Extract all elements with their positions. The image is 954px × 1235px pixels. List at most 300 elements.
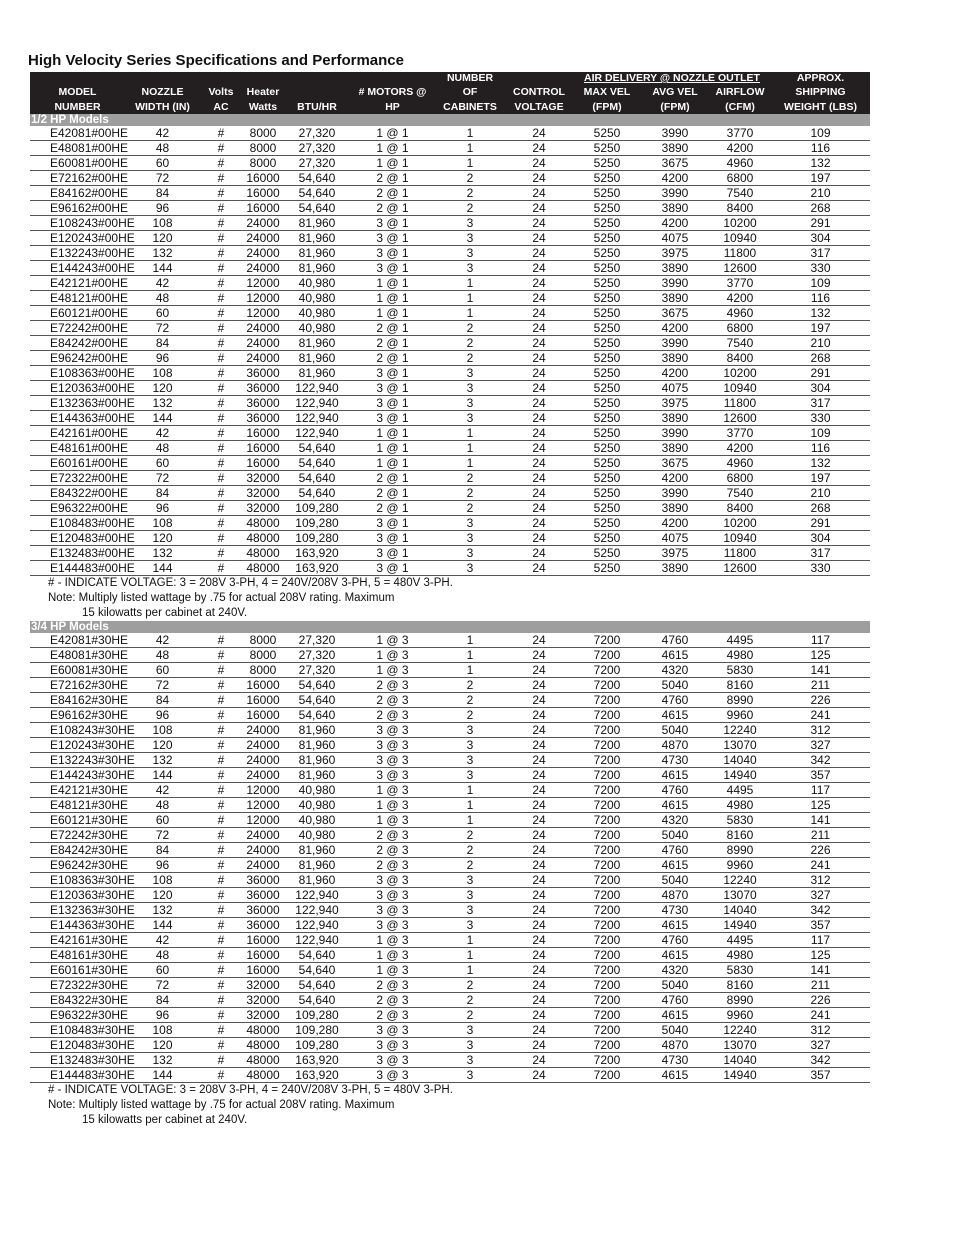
table-cell: 4495: [709, 783, 771, 798]
table-cell: 1: [435, 276, 505, 291]
table-cell: 54,640: [284, 993, 350, 1008]
table-cell: E120243#30HE: [30, 738, 125, 753]
table-cell: 1 @ 1: [350, 276, 435, 291]
table-cell: 108: [125, 516, 200, 531]
table-cell: 10200: [709, 216, 771, 231]
footnote-row: [30, 591, 870, 606]
table-cell: 304: [771, 531, 870, 546]
table-cell: 24000: [242, 768, 284, 783]
table-cell: 14940: [709, 918, 771, 933]
table-cell: 4960: [709, 306, 771, 321]
table-cell: 210: [771, 186, 870, 201]
table-cell: E42081#00HE: [30, 126, 125, 141]
table-row: [30, 1023, 870, 1038]
table-cell: 72: [125, 828, 200, 843]
table-cell: E60081#30HE: [30, 663, 125, 678]
table-cell: 32000: [242, 1008, 284, 1023]
table-cell: 2: [435, 1008, 505, 1023]
table-row: [30, 201, 870, 216]
table-cell: 8000: [242, 156, 284, 171]
table-cell: 4200: [641, 366, 709, 381]
table-cell: 3 @ 3: [350, 903, 435, 918]
table-cell: 16000: [242, 201, 284, 216]
table-cell: 1: [435, 933, 505, 948]
table-cell: 12600: [709, 561, 771, 576]
table-cell: 108: [125, 1023, 200, 1038]
table-cell: 8000: [242, 648, 284, 663]
table-cell: 144: [125, 261, 200, 276]
table-cell: 1: [435, 813, 505, 828]
table-cell: 2: [435, 201, 505, 216]
table-cell: 109,280: [284, 516, 350, 531]
table-cell: 32000: [242, 978, 284, 993]
table-cell: #: [200, 813, 242, 828]
table-cell: 27,320: [284, 648, 350, 663]
table-cell: #: [200, 276, 242, 291]
table-cell: 2: [435, 678, 505, 693]
table-cell: 5040: [641, 678, 709, 693]
table-cell: 5250: [573, 366, 641, 381]
table-cell: 1 @ 3: [350, 663, 435, 678]
table-row: [30, 918, 870, 933]
table-cell: 48000: [242, 561, 284, 576]
table-cell: 330: [771, 561, 870, 576]
table-cell: 7200: [573, 693, 641, 708]
table-row: [30, 1068, 870, 1083]
table-cell: 6800: [709, 171, 771, 186]
header-volts: Volts: [200, 85, 242, 99]
table-cell: 96: [125, 501, 200, 516]
table-cell: 24: [505, 411, 573, 426]
table-cell: 24: [505, 156, 573, 171]
table-cell: 24: [505, 813, 573, 828]
table-cell: 10200: [709, 366, 771, 381]
table-cell: 4200: [641, 216, 709, 231]
table-cell: 3 @ 3: [350, 768, 435, 783]
table-cell: 24: [505, 291, 573, 306]
table-cell: 132: [771, 156, 870, 171]
table-row: [30, 963, 870, 978]
table-cell: 36000: [242, 903, 284, 918]
table-cell: 24: [505, 903, 573, 918]
table-cell: 2: [435, 693, 505, 708]
table-cell: 5250: [573, 336, 641, 351]
table-cell: 24000: [242, 351, 284, 366]
table-cell: #: [200, 708, 242, 723]
table-cell: 24: [505, 426, 573, 441]
table-cell: #: [200, 723, 242, 738]
table-cell: 16000: [242, 678, 284, 693]
table-cell: 48: [125, 648, 200, 663]
table-cell: E132363#00HE: [30, 396, 125, 411]
table-cell: 12600: [709, 411, 771, 426]
table-cell: 5250: [573, 201, 641, 216]
table-row: [30, 561, 870, 576]
table-cell: 36000: [242, 381, 284, 396]
table-cell: 96: [125, 858, 200, 873]
table-cell: 5250: [573, 471, 641, 486]
table-cell: #: [200, 753, 242, 768]
table-cell: 48000: [242, 1068, 284, 1083]
table-cell: #: [200, 663, 242, 678]
table-row: [30, 501, 870, 516]
table-cell: 7200: [573, 648, 641, 663]
table-cell: 4200: [709, 441, 771, 456]
table-cell: 10940: [709, 231, 771, 246]
table-cell: 3: [435, 231, 505, 246]
table-cell: 3890: [641, 351, 709, 366]
table-cell: 24: [505, 708, 573, 723]
table-cell: 2 @ 1: [350, 336, 435, 351]
table-cell: 3: [435, 753, 505, 768]
header-air-delivery: AIR DELIVERY @ NOZZLE OUTLET: [573, 72, 771, 85]
table-cell: 24000: [242, 231, 284, 246]
table-cell: #: [200, 381, 242, 396]
table-cell: 81,960: [284, 738, 350, 753]
table-cell: 12000: [242, 813, 284, 828]
table-cell: #: [200, 903, 242, 918]
table-cell: 4870: [641, 738, 709, 753]
header-nozzle: NOZZLE: [125, 85, 200, 99]
table-cell: 24: [505, 978, 573, 993]
table-cell: 4200: [709, 291, 771, 306]
table-cell: 109,280: [284, 501, 350, 516]
table-cell: 3 @ 3: [350, 1038, 435, 1053]
table-cell: 36000: [242, 873, 284, 888]
table-cell: 4320: [641, 663, 709, 678]
table-cell: 5250: [573, 216, 641, 231]
table-cell: 1 @ 3: [350, 933, 435, 948]
table-cell: 109,280: [284, 531, 350, 546]
table-cell: #: [200, 141, 242, 156]
table-cell: 109,280: [284, 1008, 350, 1023]
table-cell: 117: [771, 933, 870, 948]
table-cell: 81,960: [284, 753, 350, 768]
table-cell: 24: [505, 768, 573, 783]
table-cell: 16000: [242, 948, 284, 963]
table-cell: E132243#00HE: [30, 246, 125, 261]
table-row: [30, 351, 870, 366]
table-cell: #: [200, 948, 242, 963]
table-cell: 24000: [242, 843, 284, 858]
table-row: [30, 978, 870, 993]
header-fpm-avg: (FPM): [641, 99, 709, 114]
table-cell: 8000: [242, 633, 284, 648]
table-cell: 7200: [573, 888, 641, 903]
table-cell: 144: [125, 1068, 200, 1083]
table-cell: #: [200, 531, 242, 546]
table-cell: 3: [435, 516, 505, 531]
table-cell: 120: [125, 738, 200, 753]
table-cell: 5250: [573, 561, 641, 576]
table-cell: 304: [771, 381, 870, 396]
table-cell: 5830: [709, 663, 771, 678]
table-cell: 7200: [573, 798, 641, 813]
table-row: [30, 471, 870, 486]
header-of: OF: [435, 85, 505, 99]
table-cell: 3: [435, 546, 505, 561]
table-cell: #: [200, 216, 242, 231]
table-cell: 3975: [641, 546, 709, 561]
table-cell: 9960: [709, 858, 771, 873]
table-cell: 54,640: [284, 441, 350, 456]
table-cell: 122,940: [284, 903, 350, 918]
table-row: [30, 813, 870, 828]
table-cell: #: [200, 843, 242, 858]
table-cell: 5250: [573, 261, 641, 276]
table-cell: #: [200, 471, 242, 486]
specifications-table: [30, 72, 870, 1128]
header-motors: # MOTORS @: [350, 85, 435, 99]
table-cell: 48000: [242, 1023, 284, 1038]
table-cell: #: [200, 291, 242, 306]
table-cell: 24: [505, 396, 573, 411]
table-cell: 16000: [242, 963, 284, 978]
table-cell: 3675: [641, 456, 709, 471]
table-cell: 3: [435, 531, 505, 546]
table-cell: 4615: [641, 948, 709, 963]
table-cell: #: [200, 306, 242, 321]
table-cell: 109: [771, 126, 870, 141]
table-cell: 3 @ 3: [350, 1053, 435, 1068]
table-cell: 5040: [641, 1023, 709, 1038]
table-row: [30, 441, 870, 456]
table-cell: 81,960: [284, 231, 350, 246]
table-cell: 54,640: [284, 963, 350, 978]
table-cell: 132: [125, 546, 200, 561]
header-hp: HP: [350, 99, 435, 114]
table-cell: 24: [505, 723, 573, 738]
table-cell: 1 @ 3: [350, 648, 435, 663]
table-cell: 1: [435, 126, 505, 141]
table-cell: 7200: [573, 858, 641, 873]
table-cell: 3 @ 3: [350, 873, 435, 888]
table-cell: 4615: [641, 768, 709, 783]
table-cell: 210: [771, 336, 870, 351]
table-cell: 226: [771, 693, 870, 708]
table-cell: 357: [771, 1068, 870, 1083]
table-cell: 13070: [709, 1038, 771, 1053]
table-cell: 4960: [709, 156, 771, 171]
table-cell: 72: [125, 978, 200, 993]
table-cell: 125: [771, 948, 870, 963]
table-cell: 342: [771, 1053, 870, 1068]
table-cell: #: [200, 633, 242, 648]
table-cell: #: [200, 321, 242, 336]
table-row: [30, 858, 870, 873]
table-cell: 120: [125, 231, 200, 246]
table-cell: 42: [125, 633, 200, 648]
header-watts: Watts: [242, 99, 284, 114]
table-cell: 7200: [573, 678, 641, 693]
header-number: NUMBER: [435, 72, 505, 85]
table-cell: 40,980: [284, 306, 350, 321]
table-cell: #: [200, 1038, 242, 1053]
table-row: [30, 933, 870, 948]
table-cell: 1: [435, 456, 505, 471]
table-cell: 13070: [709, 888, 771, 903]
table-row: [30, 381, 870, 396]
table-cell: E144243#30HE: [30, 768, 125, 783]
table-cell: 163,920: [284, 561, 350, 576]
table-cell: 116: [771, 441, 870, 456]
table-cell: 81,960: [284, 366, 350, 381]
footnote-text: Note: Multiply listed wattage by .75 for actual 208V rating. Maximum: [48, 592, 395, 604]
table-cell: 24: [505, 1023, 573, 1038]
table-cell: #: [200, 933, 242, 948]
table-cell: 117: [771, 633, 870, 648]
table-cell: 72: [125, 321, 200, 336]
table-cell: 3 @ 1: [350, 231, 435, 246]
table-cell: 342: [771, 753, 870, 768]
table-cell: 3: [435, 873, 505, 888]
table-cell: 5040: [641, 723, 709, 738]
table-cell: #: [200, 918, 242, 933]
table-cell: 4615: [641, 1068, 709, 1083]
table-cell: 2: [435, 993, 505, 1008]
header-weight: WEIGHT (LBS): [771, 99, 870, 114]
table-cell: 60: [125, 663, 200, 678]
table-cell: 144: [125, 918, 200, 933]
table-cell: 1 @ 3: [350, 798, 435, 813]
table-cell: 2: [435, 186, 505, 201]
table-cell: 40,980: [284, 291, 350, 306]
table-cell: #: [200, 1023, 242, 1038]
table-cell: 3 @ 1: [350, 381, 435, 396]
table-cell: 357: [771, 768, 870, 783]
table-cell: 4760: [641, 843, 709, 858]
table-cell: E48121#00HE: [30, 291, 125, 306]
table-row: [30, 426, 870, 441]
table-row: [30, 366, 870, 381]
header-btu: BTU/HR: [284, 99, 350, 114]
table-row: [30, 306, 870, 321]
table-cell: E60081#00HE: [30, 156, 125, 171]
table-cell: 7200: [573, 993, 641, 1008]
table-cell: 10940: [709, 531, 771, 546]
table-cell: 40,980: [284, 813, 350, 828]
table-cell: 125: [771, 648, 870, 663]
table-cell: E108483#00HE: [30, 516, 125, 531]
table-cell: 24: [505, 456, 573, 471]
table-cell: 312: [771, 723, 870, 738]
table-cell: 2 @ 3: [350, 1008, 435, 1023]
table-cell: 116: [771, 141, 870, 156]
table-cell: 1 @ 1: [350, 156, 435, 171]
table-cell: 48: [125, 441, 200, 456]
table-cell: #: [200, 1053, 242, 1068]
table-cell: 3975: [641, 246, 709, 261]
table-row: [30, 768, 870, 783]
table-cell: 24: [505, 948, 573, 963]
table-cell: 5250: [573, 456, 641, 471]
table-cell: E72162#00HE: [30, 171, 125, 186]
header-control: CONTROL: [505, 85, 573, 99]
table-cell: #: [200, 546, 242, 561]
table-cell: 5040: [641, 873, 709, 888]
table-cell: 11800: [709, 246, 771, 261]
table-cell: 11800: [709, 546, 771, 561]
table-cell: 2: [435, 321, 505, 336]
table-cell: 4615: [641, 648, 709, 663]
table-cell: 54,640: [284, 978, 350, 993]
table-cell: 24: [505, 1068, 573, 1083]
table-cell: 327: [771, 888, 870, 903]
table-cell: 5250: [573, 126, 641, 141]
table-row: [30, 633, 870, 648]
table-cell: 81,960: [284, 873, 350, 888]
table-cell: 8990: [709, 693, 771, 708]
table-cell: 4760: [641, 783, 709, 798]
table-cell: 132: [125, 903, 200, 918]
table-cell: 141: [771, 663, 870, 678]
table-cell: 1 @ 3: [350, 963, 435, 978]
table-cell: 4200: [641, 516, 709, 531]
table-cell: 141: [771, 963, 870, 978]
table-cell: 1 @ 3: [350, 783, 435, 798]
table-cell: 122,940: [284, 411, 350, 426]
table-cell: E96242#00HE: [30, 351, 125, 366]
table-cell: 3: [435, 738, 505, 753]
table-cell: 24: [505, 141, 573, 156]
table-cell: 122,940: [284, 888, 350, 903]
table-cell: 317: [771, 396, 870, 411]
table-cell: 317: [771, 246, 870, 261]
table-cell: #: [200, 888, 242, 903]
table-cell: 48000: [242, 516, 284, 531]
table-cell: 122,940: [284, 426, 350, 441]
table-row: [30, 798, 870, 813]
table-row: [30, 126, 870, 141]
table-cell: 5250: [573, 546, 641, 561]
table-cell: 163,920: [284, 1068, 350, 1083]
table-cell: 10200: [709, 516, 771, 531]
table-cell: E132243#30HE: [30, 753, 125, 768]
table-cell: 109,280: [284, 1038, 350, 1053]
table-cell: 84: [125, 993, 200, 1008]
table-cell: 3890: [641, 411, 709, 426]
table-cell: 12000: [242, 798, 284, 813]
table-cell: 2: [435, 501, 505, 516]
table-cell: 3: [435, 918, 505, 933]
table-cell: 48000: [242, 1038, 284, 1053]
table-cell: 1 @ 1: [350, 426, 435, 441]
table-cell: 122,940: [284, 933, 350, 948]
table-body: [30, 114, 870, 1128]
table-cell: #: [200, 411, 242, 426]
table-cell: 122,940: [284, 396, 350, 411]
table-cell: 304: [771, 231, 870, 246]
table-cell: 24: [505, 201, 573, 216]
table-cell: E42121#00HE: [30, 276, 125, 291]
table-cell: 7200: [573, 663, 641, 678]
table-cell: 14040: [709, 1053, 771, 1068]
table-cell: #: [200, 1068, 242, 1083]
table-cell: E96162#30HE: [30, 708, 125, 723]
table-cell: 54,640: [284, 471, 350, 486]
table-cell: 2 @ 1: [350, 321, 435, 336]
table-cell: 81,960: [284, 246, 350, 261]
table-cell: 14040: [709, 903, 771, 918]
table-cell: 3890: [641, 141, 709, 156]
table-cell: 3: [435, 216, 505, 231]
table-cell: 24: [505, 963, 573, 978]
table-cell: 36000: [242, 888, 284, 903]
table-cell: 16000: [242, 708, 284, 723]
table-row: [30, 783, 870, 798]
table-cell: 144: [125, 768, 200, 783]
table-cell: 5250: [573, 306, 641, 321]
